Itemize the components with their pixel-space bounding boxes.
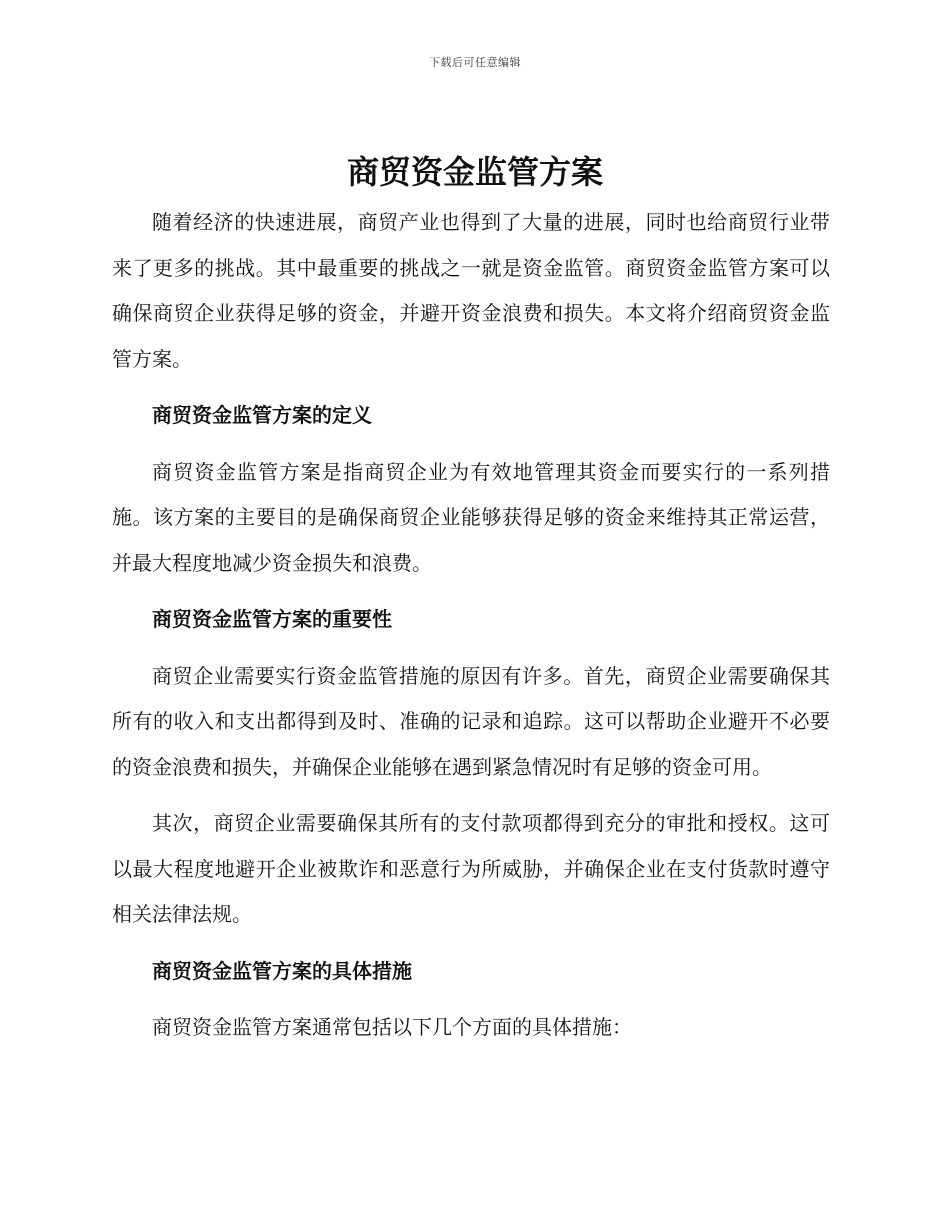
importance-paragraph-2: 其次，商贸企业需要确保其所有的支付款项都得到充分的审批和授权。这可以最大程度地避开企业被欺诈和恶意行为所威胁，并确保企业在支付货款时遵守相关法律法规。: [112, 811, 830, 926]
importance-heading: 商贸资金监管方案的重要性: [152, 607, 392, 631]
spacer: [112, 586, 830, 597]
definition-heading: 商贸资金监管方案的定义: [152, 403, 372, 427]
spacer: [112, 790, 830, 801]
spacer: [112, 994, 830, 1005]
measures-intro-paragraph: 商贸资金监管方案通常包括以下几个方面的具体措施：: [152, 1015, 632, 1039]
spacer: [112, 382, 830, 393]
spacer: [112, 643, 830, 654]
document-title: 商贸资金监管方案: [346, 153, 603, 191]
spacer: [112, 439, 830, 450]
header-note: 下载后可任意编辑: [429, 56, 521, 69]
importance-paragraph-1: 商贸企业需要实行资金监管措施的原因有许多。首先，商贸企业需要确保其所有的收入和支出都得到及时、准确的记录和追踪。这可以帮助企业避开不必要的资金浪费和损失，并确保企业能够在遇到紧急情况时有足够的资金可用。: [112, 663, 830, 779]
measures-heading: 商贸资金监管方案的具体措施: [152, 958, 412, 983]
intro-paragraph: 随着经济的快速进展，商贸产业也得到了大量的进展，同时也给商贸行业带来了更多的挑战。其中最重要的挑战之一就是资金监管。商贸资金监管方案可以确保商贸企业获得足够的资金，并避开资金浪费和损失。本文将介绍商贸资金监管方案。: [112, 210, 830, 371]
document-body: [112, 200, 830, 1051]
definition-paragraph: 商贸资金监管方案是指商贸企业为有效地管理其资金而要实行的一系列措施。该方案的主要目的是确保商贸企业能够获得足够的资金来维持其正常运营，并最大程度地减少资金损失和浪费。: [112, 459, 830, 575]
spacer: [112, 938, 830, 949]
